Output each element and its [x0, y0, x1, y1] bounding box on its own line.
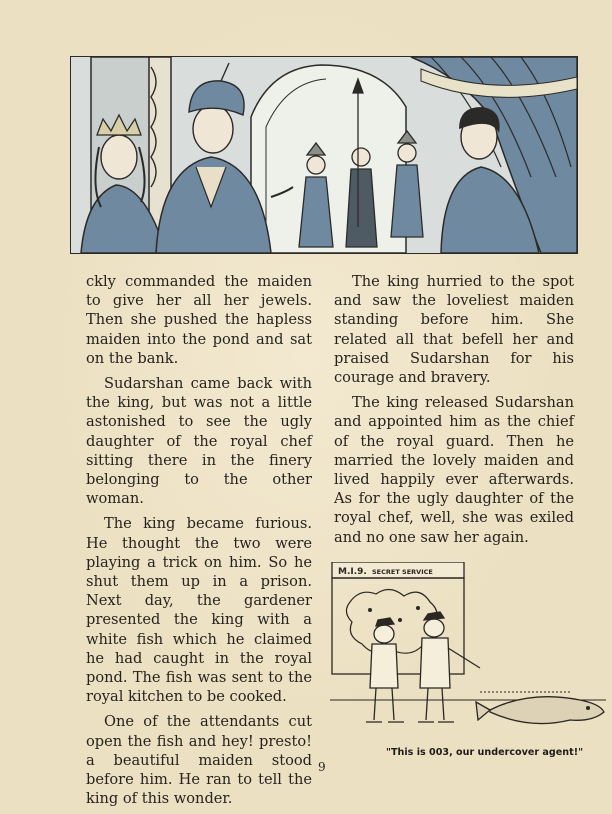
right-paragraph-1: The king hurried to the spot and saw the loveliest maiden standing before him. She related all that befell her and praised Sudarshan for his courage and bravery.: [334, 273, 574, 387]
left-paragraph-4: One of the attendants cut open the fish and hey! presto! a beautiful maiden stood before him. He ran to tell the king of this wonder.: [86, 713, 312, 808]
story-illustration: [70, 56, 578, 254]
left-paragraph-3: The king became furious. He thought the two were playing a trick on him. So he shut them up in a prison. Next day, the gardener presented the king with a white fish which he claimed he had caught in the royal pond. The fish was sent to the royal kitchen to be cooked.: [86, 515, 312, 706]
illustration-drawing: [71, 57, 577, 253]
page-number: 9: [318, 760, 326, 774]
cartoon-caption: "This is 003, our undercover agent!": [386, 747, 584, 758]
cartoon: [330, 562, 606, 742]
left-paragraph-1: ckly commanded the maiden to give her all her jewels. Then she pushed the hapless maiden into the pond and sat on the bank.: [86, 273, 312, 367]
cartoon-sign-subtitle: SECRET SERVICE: [372, 568, 433, 576]
cartoon-drawing: [330, 562, 606, 742]
left-paragraph-2: Sudarshan came back with the king, but was not a little astonished to see the ugly daughter of the royal chef sitting there in the finery belonging to the other woman.: [86, 375, 312, 508]
left-text-column: [86, 272, 312, 814]
cartoon-sign-title: M.I.9.: [338, 567, 367, 577]
right-paragraph-2: The king released Sudarshan and appointed him as the chief of the royal guard. Then he married the lovely maiden and lived happily ever afterwards. As for the ugly daughter of the royal chef, well, she was exiled and no one saw her again.: [334, 394, 574, 546]
right-text-column: [334, 272, 574, 553]
